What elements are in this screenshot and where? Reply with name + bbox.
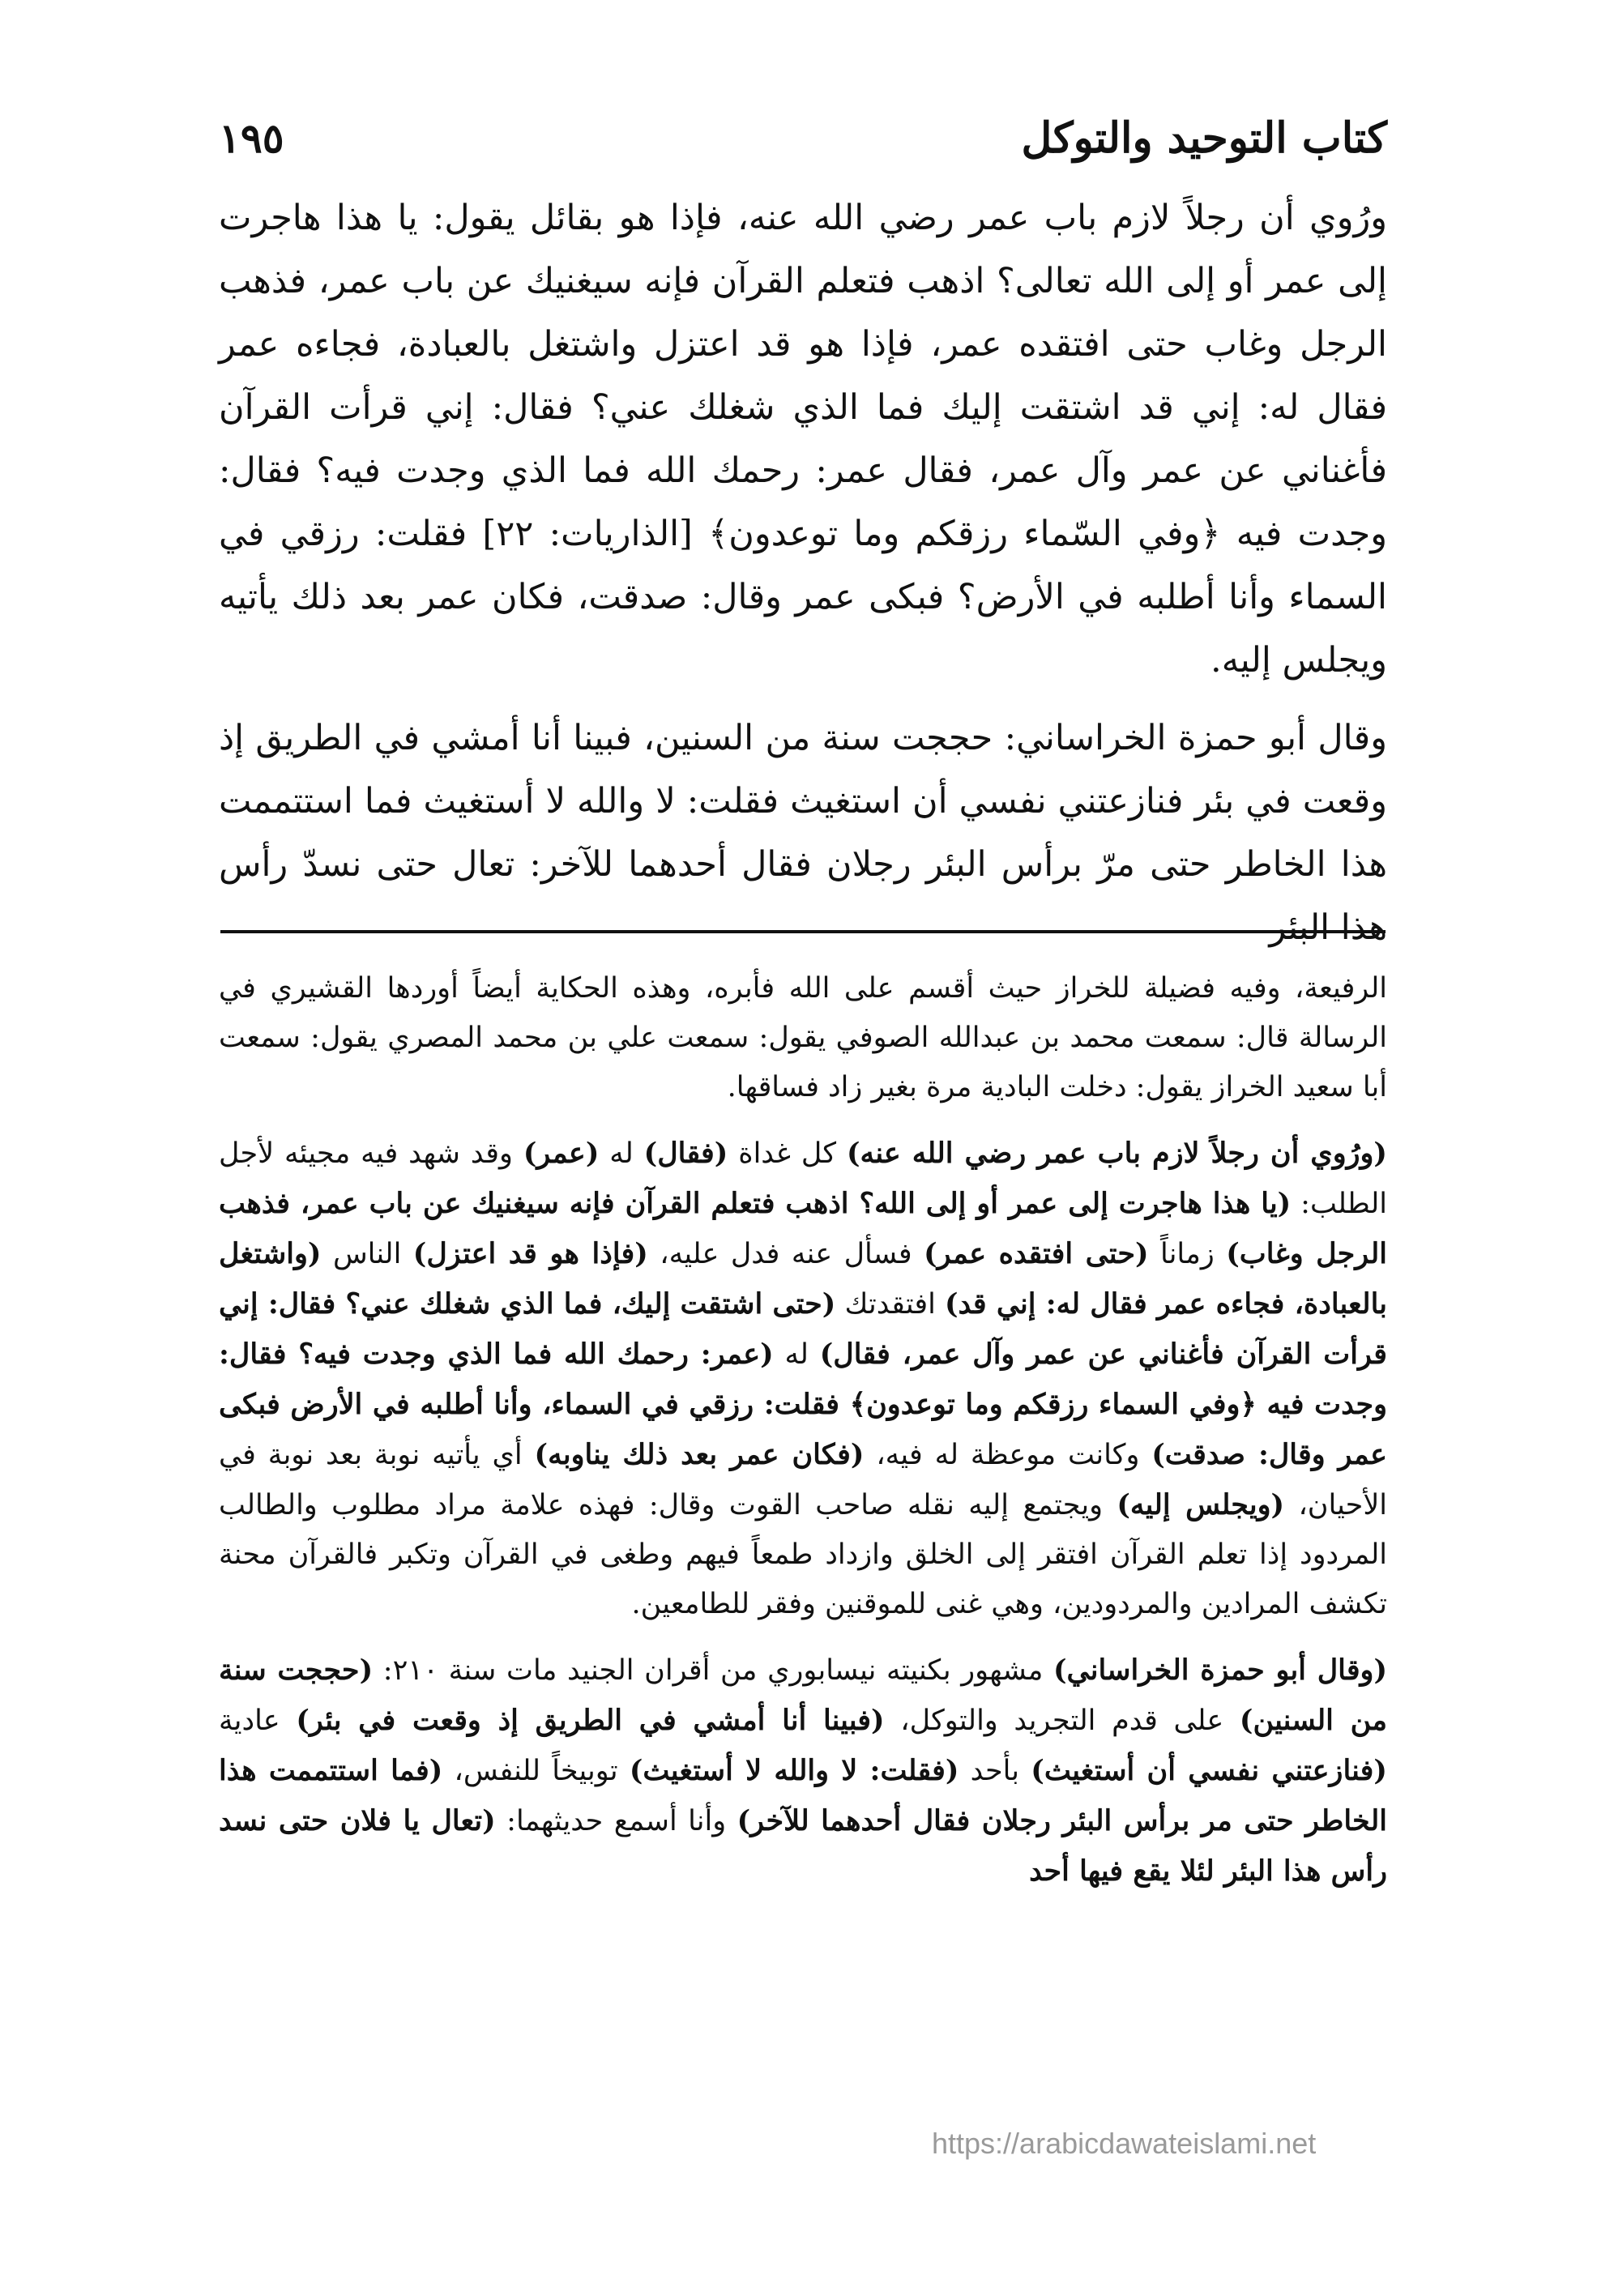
- explanation-text: أي يأتيه نوبة بعد نوبة في الأحيان،: [219, 1439, 1388, 1521]
- quoted-text: (عمر: رحمك الله فما الذي وجدت فيه؟ فقال: وجدت فيه ﴿وفي السماء رزقكم وما توعدون﴾ فقلت: رزقي في السماء، وأنا أطلبه في الأرض فبكى عمر وقال: صدقت): [219, 1338, 1387, 1471]
- quoted-text: (حتى اشتقت إليك، فما الذي شغلك عني؟ فقال: إني قرأت القرآن فأغناني عن عمر وآل عمر، فقال): [219, 1287, 1387, 1371]
- explanation-text: ويجتمع إليه نقله صاحب القوت وقال: فهذه علامة مراد مطلوب والطالب المردود إذا تعلم القرآن افتقر إلى الخلق وازداد طمعاً فيهم وطغى في القرآن وتكبر فالقرآن محنة تكشف المرادين والمردودين، وهي غنى للموقنين وفقر للطامعين.: [219, 1489, 1387, 1620]
- commentary-paragraph-2: [219, 1129, 1387, 1629]
- page-number: ١٩٥: [219, 113, 284, 162]
- running-title: كتاب التوحيد والتوكل: [1021, 113, 1387, 163]
- explanation-text: بأحد: [959, 1755, 1031, 1787]
- watermark-url: https://arabicdawateislami.net: [932, 2127, 1317, 2160]
- commentary-paragraph-1: الرفيعة، وفيه فضيلة للخراز حيث أقسم على الله فأبره، وهذه الحكاية أيضاً أوردها القشيري في الرسالة قال: سمعت محمد بن عبدالله الصوفي يقول: سمعت علي بن محمد المصري يقول: سمعت أبا سعيد الخراز يقول: دخلت البادية مرة بغير زاد فساقها.: [219, 972, 1387, 1103]
- quoted-text: (فبينا أنا أمشي في الطريق إذ وقعت في بئر): [296, 1704, 885, 1737]
- explanation-text: وقد شهد فيه مجيئه لأجل الطلب:: [219, 1137, 1387, 1220]
- explanation-text: افتقدتك: [835, 1288, 945, 1321]
- commentary-section: [219, 964, 1387, 1913]
- quoted-text: (وقال أبو حمزة الخراساني): [1053, 1654, 1388, 1687]
- explanation-text: عادية: [219, 1705, 297, 1737]
- quoted-text: (فإذا هو قد اعتزل): [412, 1237, 648, 1270]
- quoted-text: (يا هذا هاجرت إلى عمر أو إلى الله؟ اذهب فتعلم القرآن فإنه سيغنيك عن باب عمر، فذهب الرجل وغاب): [219, 1187, 1387, 1270]
- quoted-text: (فقال): [643, 1137, 728, 1170]
- explanation-text: زماناً: [1148, 1238, 1227, 1270]
- quoted-text: (حتى افتقده عمر): [924, 1237, 1149, 1270]
- page-header: [219, 97, 1387, 178]
- main-paragraph-2: وقال أبو حمزة الخراساني: حججت سنة من السنين، فبينا أنا أمشي في الطريق إذ وقعت في بئر فنازعتني نفسي أن استغيث فقلت: لا والله لا أستغيث فما استتممت هذا الخاطر حتى مرّ برأس البئر رجلان فقال أحدهما للآخر: تعال حتى نسدّ رأس هذا البئر: [219, 718, 1387, 948]
- quoted-text: (فنازعتني نفسي أن أستغيث): [1031, 1754, 1387, 1787]
- commentary-paragraph-3: [219, 1645, 1387, 1897]
- explanation-text: كل غداة: [728, 1137, 847, 1170]
- quoted-text: (فما استتممت هذا الخاطر حتى مر برأس البئر رجلان فقال أحدهما للآخر): [219, 1754, 1387, 1837]
- quoted-text: (تعال يا فلان حتى نسد رأس هذا البئر لئلا يقع فيها أحد: [219, 1804, 1387, 1888]
- quoted-text: (ورُوي أن رجلاً لازم باب عمر رضي الله عنه): [847, 1137, 1387, 1170]
- quoted-text: (ويجلس إليه): [1117, 1488, 1285, 1521]
- main-text: [219, 186, 1387, 974]
- quoted-text: (فكان عمر بعد ذلك يناوبه): [534, 1438, 865, 1471]
- quoted-text: (حججت سنة من السنين): [219, 1654, 1387, 1737]
- explanation-text: على قدم التجريد والتوكل،: [884, 1705, 1240, 1737]
- explanation-text: له: [599, 1137, 644, 1170]
- explanation-text: توبيخاً للنفس،: [442, 1755, 630, 1787]
- explanation-text: مشهور بكنيته نيسابوري من أقران الجنيد مات سنة ٢١٠:: [373, 1654, 1053, 1687]
- explanation-text: له: [773, 1338, 820, 1371]
- explanation-text: وكانت موعظة له فيه،: [864, 1439, 1152, 1471]
- footnote-divider: [220, 930, 1386, 933]
- explanation-text: فسأل عنه فدل عليه،: [647, 1238, 924, 1270]
- quoted-text: (واشتغل بالعبادة، فجاءه عمر فقال له: إني قد): [219, 1237, 1387, 1321]
- explanation-text: الناس: [321, 1238, 413, 1270]
- quoted-text: (فقلت: لا والله لا أستغيث): [629, 1754, 959, 1787]
- explanation-text: وأنا أسمع حديثهما:: [495, 1805, 737, 1837]
- quoted-text: (عمر): [523, 1137, 600, 1170]
- main-paragraph-1: ورُوي أن رجلاً لازم باب عمر رضي الله عنه، فإذا هو بقائل يقول: يا هذا هاجرت إلى عمر أو إلى الله تعالى؟ اذهب فتعلم القرآن فإنه سيغنيك عن باب عمر، فذهب الرجل وغاب حتى افتقده عمر، فإذا هو قد اعتزل واشتغل بالعبادة، فجاءه عمر فقال له: إني قد اشتقت إليك فما الذي شغلك عني؟ فقال: إني قرأت القرآن فأغناني عن عمر وآل عمر، فقال عمر: رحمك الله فما الذي وجدت فيه؟ فقال: وجدت فيه ﴿وفي السّماء رزقكم وما توعدون﴾ [الذاريات: ٢٢] فقلت: رزقي في السماء وأنا أطلبه في الأرض؟ فبكى عمر وقال: صدقت، فكان عمر بعد ذلك يأتيه ويجلس إليه.: [219, 198, 1388, 681]
